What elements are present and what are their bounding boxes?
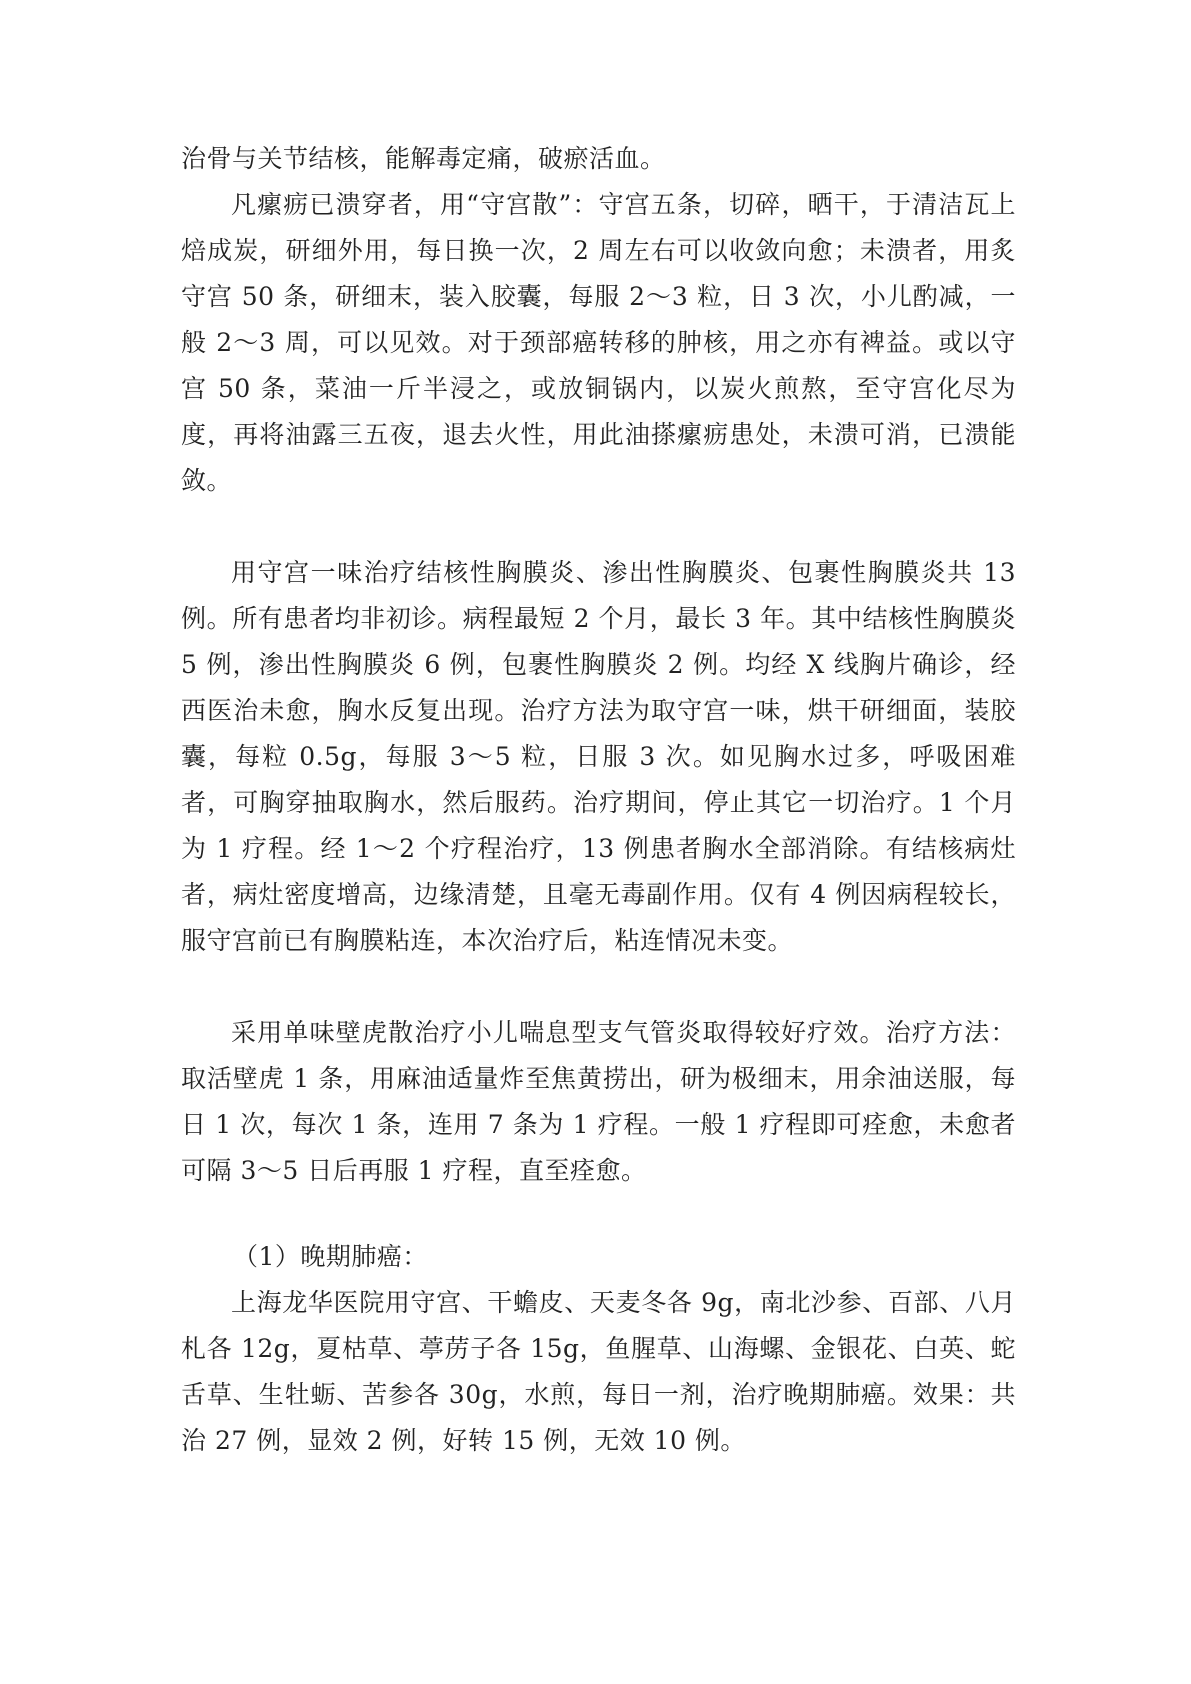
paragraph-bronchitis-treatment: 采用单味壁虎散治疗小儿喘息型支气管炎取得较好疗效。治疗方法：取活壁虎 1 条，用麻油适量炸至焦黄捞出，研为极细末，用余油送服，每日 1 次，每次 1 条，连用 7 条为 1 疗程。一般 1 疗程即可痊愈，未愈者可隔 3～5 日后再服 1 疗程，直至痊愈。 [181, 1018, 1016, 1185]
section-heading-lung-cancer: （1）晚期肺癌： [233, 1242, 428, 1271]
paragraph-spacer [181, 504, 1016, 550]
document-body [181, 136, 1016, 1464]
paragraph-spacer [181, 1194, 1016, 1234]
paragraph-pleurisy-treatment: 用守宫一味治疗结核性胸膜炎、渗出性胸膜炎、包裹性胸膜炎共 13 例。所有患者均非初诊。病程最短 2 个月，最长 3 年。其中结核性胸膜炎 5 例，渗出性胸膜炎 6 例，包裹性胸膜炎 2 例。均经 X 线胸片确诊，经西医治未愈，胸水反复出现。治疗方法为取守宫一味，烘干研细面，装胶囊，每粒 0.5g，每服 3～5 粒，日服 3 次。如见胸水过多，呼吸困难者，可胸穿抽取胸水，然后服药。治疗期间，停止其它一切治疗。1 个月为 1 疗程。经 1～2 个疗程治疗，13 例患者胸水全部消除。有结核病灶者，病灶密度增高，边缘清楚，且毫无毒副作用。仅有 4 例因病程较长，服守宫前已有胸膜粘连，本次治疗后，粘连情况未变。 [181, 558, 1016, 955]
paragraph-lung-cancer-treatment: 上海龙华医院用守宫、干蟾皮、天麦冬各 9g，南北沙参、百部、八月札各 12g，夏枯草、葶苈子各 15g，鱼腥草、山海螺、金银花、白英、蛇舌草、生牡蛎、苦参各 30g，水煎，每日一剂，治疗晚期肺癌。效果：共治 27 例，显效 2 例，好转 15 例，无效 10 例。 [181, 1288, 1016, 1455]
paragraph-spacer [181, 964, 1016, 1010]
paragraph-scrofula-treatment: 凡瘰疬已溃穿者，用“守宫散”：守宫五条，切碎，晒干，于清洁瓦上焙成炭，研细外用，每日换一次，2 周左右可以收敛向愈；未溃者，用炙守宫 50 条，研细末，装入胶囊，每服 2～3 粒，日 3 次，小儿酌减，一般 2～3 周，可以见效。对于颈部癌转移的肿核，用之亦有裨益。或以守宫 50 条，菜油一斤半浸之，或放铜锅内，以炭火煎熬，至守宫化尽为度，再将油露三五夜，退去火性，用此油搽瘰疬患处，未溃可消，已溃能敛。 [181, 190, 1016, 495]
paragraph-bone-tuberculosis: 治骨与关节结核，能解毒定痛，破瘀活血。 [181, 144, 666, 173]
